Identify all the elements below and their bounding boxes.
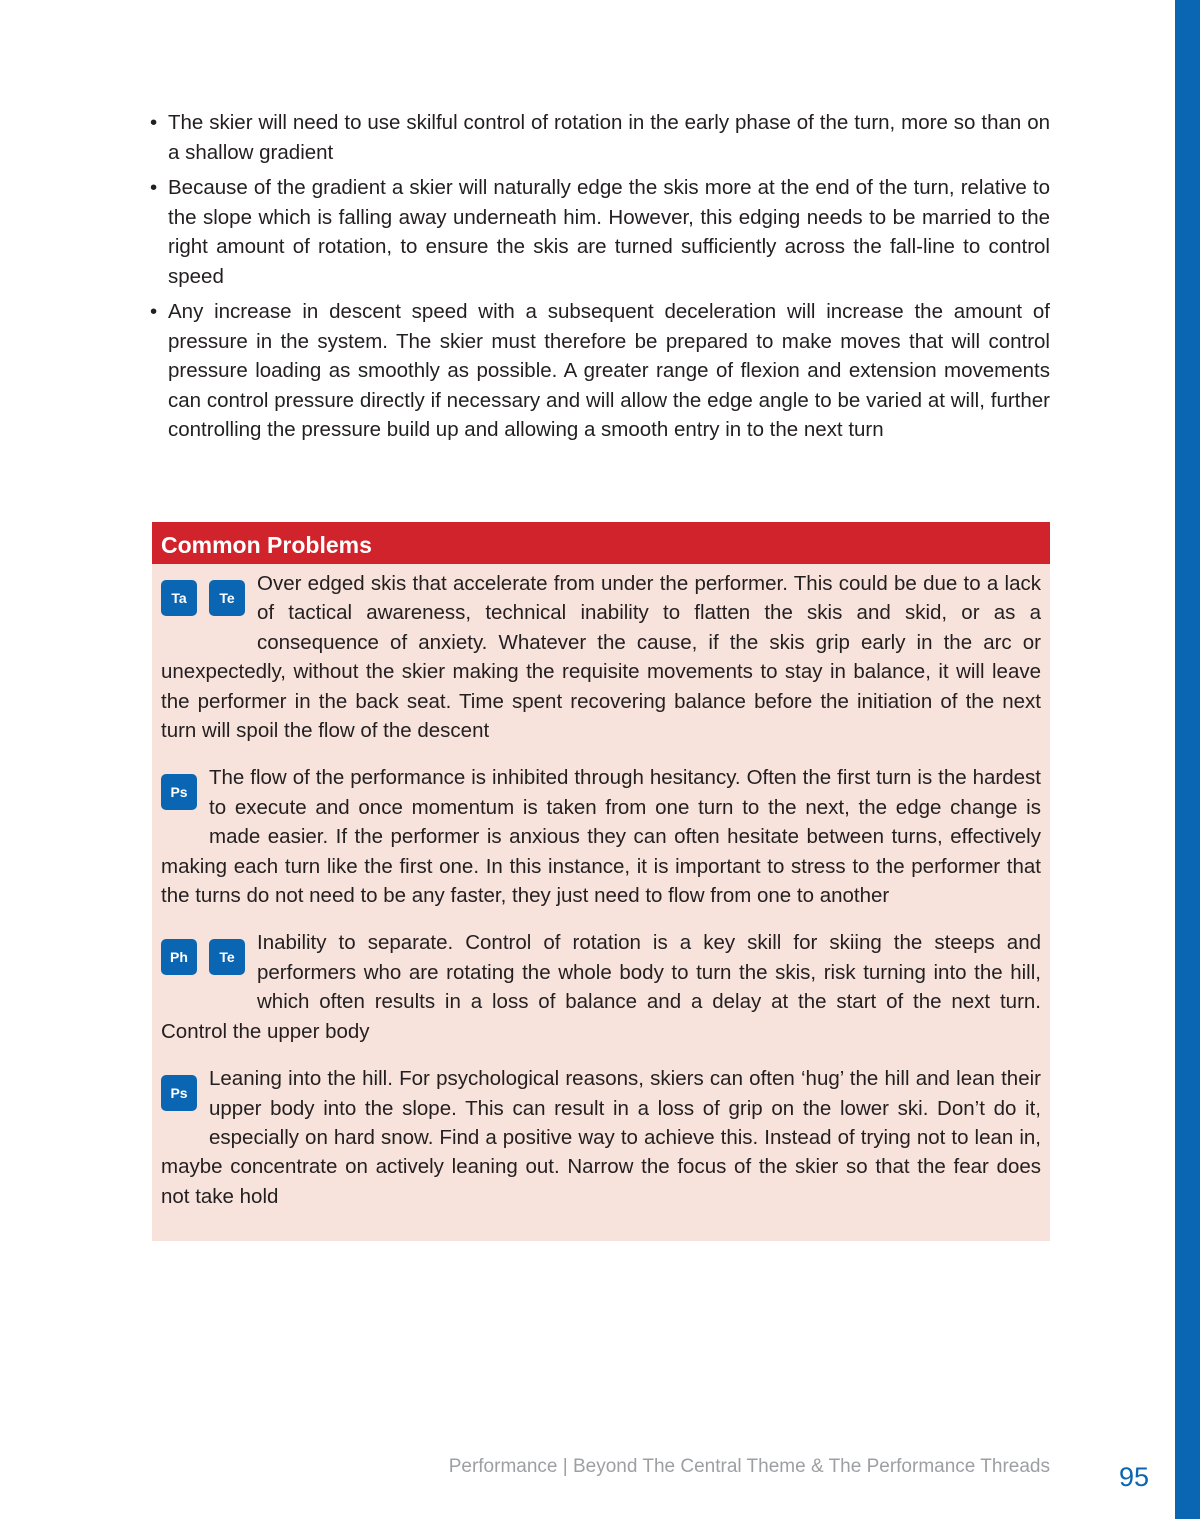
thread-badge-tactical: Ta [161, 580, 197, 616]
thread-badges [161, 939, 257, 997]
bullet-text: The skier will need to use skilful control of rotation in the early phase of the turn, more so than on a shallow gradient [168, 111, 1050, 164]
thread-badge-psychological: Ps [161, 1075, 197, 1111]
bullet-dot: • [150, 176, 158, 199]
thread-badges [161, 774, 209, 832]
bullet-text: Any increase in descent speed with a subsequent deceleration will increase the amount of pressure in the system. The skier must therefore be prepared to make moves that will control pressure loading as smoothly as possible. A greater range of flexion and extension movements can control pressure directly if necessary and will allow the edge angle to be varied at will, further controlling the pressure build up and allowing a smooth entry in to the next turn [168, 300, 1050, 441]
bullet-text: Because of the gradient a skier will naturally edge the skis more at the end of the turn, relative to the slope which is falling away underneath him. However, this edging needs to be married to the right amount of rotation, to ensure the skis are turned sufficiently across the fall-line to control speed [168, 176, 1050, 288]
thread-badge-technical: Te [209, 939, 245, 975]
problem-item [161, 928, 1041, 1046]
problem-item [161, 763, 1041, 910]
common-problems-panel [152, 522, 1050, 1241]
bullet-item [150, 108, 1050, 167]
problem-item [161, 1064, 1041, 1211]
bullet-item [150, 173, 1050, 291]
bullet-list [150, 108, 1050, 451]
common-problems-title: Common Problems [152, 522, 1050, 564]
running-footer: Performance | Beyond The Central Theme & The Performance Threads [448, 1456, 1050, 1477]
thread-badge-physical: Ph [161, 939, 197, 975]
thread-badge-technical: Te [209, 580, 245, 616]
side-accent-bar [1175, 0, 1200, 1519]
bullet-item [150, 297, 1050, 445]
bullet-dot: • [150, 111, 158, 134]
thread-badges [161, 580, 257, 638]
problem-text: Over edged skis that accelerate from under the performer. This could be due to a lack of tactical awareness, technical inability to flatten the skis and skid, or as a consequence of anxiety. Whatever the cause, if the skis grip early in the arc or unexpectedly, without the skier making the requisite movements to stay in balance, it will leave the performer in the back seat. Time spent recovering balance before the initiation of the next turn will spoil the flow of the descent [161, 572, 1041, 743]
problem-text: Leaning into the hill. For psychological reasons, skiers can often ‘hug’ the hill and lean their upper body into the slope. This can result in a loss of grip on the lower ski. Don’t do it, especially on hard snow. Find a positive way to achieve this. Instead of trying not to lean in, maybe concentrate on actively leaning out. Narrow the focus of the skier so that the fear does not take hold [161, 1067, 1041, 1208]
problem-item [161, 564, 1041, 745]
bullet-dot: • [150, 300, 158, 323]
thread-badge-psychological: Ps [161, 774, 197, 810]
page-number: 95 [1118, 1462, 1149, 1492]
problem-text: Inability to separate. Control of rotation is a key skill for skiing the steeps and performers who are rotating the whole body to turn the skis, risk turning into the hill, which often results in a loss of balance and a delay at the start of the next turn. Control the upper body [161, 931, 1041, 1043]
thread-badges [161, 1075, 209, 1133]
problem-text: The flow of the performance is inhibited through hesitancy. Often the first turn is the hardest to execute and once momentum is taken from one turn to the next, the edge change is made easier. If the performer is anxious they can often hesitate between turns, effectively making each turn like the first one. In this instance, it is important to stress to the performer that the turns do not need to be any faster, they just need to flow from one to another [161, 766, 1041, 908]
